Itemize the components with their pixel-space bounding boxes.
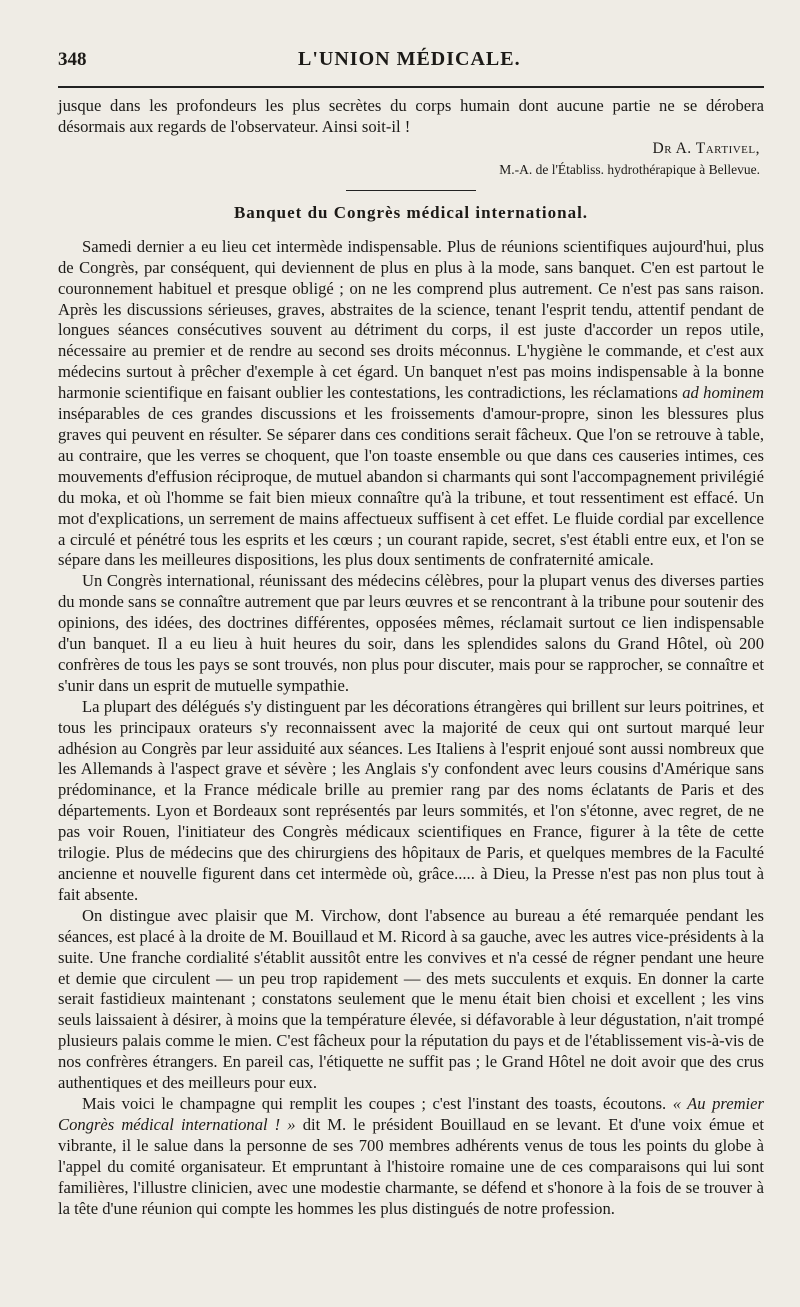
header-rule <box>58 86 764 88</box>
page-header <box>58 48 764 82</box>
article-paragraph-3: La plupart des délégués s'y distinguent par les décorations étrangères qui brillent sur leurs poitrines, et tous les principaux orateurs s'y reconnaissent avec la majorité de ceux qui ont surtout marqué leur adhésion au Congrès par leur assiduité aux séances. Les Italiens à l'esprit enjoué sont aussi nombreux que les Allemands à l'aspect grave et sévère ; les Anglais s'y confondent avec leurs cousins d'Amérique sans prédominance, et la France médicale brille au premier rang par des noms éclatants de Paris et des départements. Lyon et Bordeaux sont représentés par leurs sommités, et l'on s'étonne, avec regret, de ne pas voir Rouen, l'initiateur des Congrès médicaux scientifiques en France, figurer à la tête de cette trilogie. Plus de médecins que des chirurgiens des hôpitaux de Paris, et quelques membres de la Faculté ancienne et nouvelle figurent dans cet intermède où, grâce..... à Dieu, la Presse n'est pas non plus tout à fait absente. <box>58 696 764 904</box>
article-paragraph-1 <box>58 237 764 572</box>
p1-text-b: inséparables de ces grandes discussions et les froissements d'amour-propre, sinon les blessures plus graves qui peuvent en résulter. Se séparer dans ces conditions serait fâcheux. Que l'on se retrouve à table, au contraire, que les verres se choquent, que l'on toaste ensemble ou que dans ces causeries intimes, ces mouvements d'effusion réciproque, de mutuel abandon si charmants qui sont l'accompagnement privilégié du moka, et où l'homme se fait bien mieux connaître qu'à la tribune, et tout ressentiment est effacé. Un mot d'explications, un serrement de mains affectueux suffisent à cet effet. Le fluide cordial par excellence a circulé et pénétré tous les esprits et les cœurs ; un courant rapide, secret, s'est établi entre eux, et l'on se sépare dans les meilleures dispositions, les plus doux sentiments de confraternité amicale. <box>58 404 764 570</box>
author-name: Dr A. Tartivel, <box>652 139 760 157</box>
article-paragraph-4: On distingue avec plaisir que M. Virchow, dont l'absence au bureau a été remarquée pendant les séances, est placé à la droite de M. Bouillaud et M. Ricord à sa gauche, avec les autres vice-présidents à la suite. Une franche cordialité s'établit aussitôt entre les convives et n'a cessé de régner pendant une heure et demie que circulent — un peu trop rapidement — des mets succulents et exquis. En donner la carte serait fastidieux maintenant ; constatons seulement que le menu était bien choisi et excellent ; les vins seuls laissaient à désirer, à moins que la température élevée, si défavorable à leur dégustation, n'ait trompé plusieurs palais comme le mien. C'est fâcheux pour la réputation du pays et de l'établissement vis-à-vis de nos confrères étrangers. En pareil cas, l'étiquette ne suffit pas ; le Grand Hôtel ne doit avoir que des crus authentiques et des meilleurs pour eux. <box>58 905 764 1093</box>
intro-paragraph: jusque dans les profondeurs les plus secrètes du corps humain dont aucune partie ne se dérobera désormais aux regards de l'observateur. Ainsi soit-il ! <box>58 96 764 136</box>
author-affiliation: M.-A. de l'Établiss. hydrothérapique à Bellevue. <box>499 161 760 177</box>
article-paragraph-2: Un Congrès international, réunissant des médecins célèbres, pour la plupart venus des diverses parties du monde sans se connaître autrement que par leurs œuvres et se rencontrant à la tribune pour soutenir des opinions, des idées, des doctrines différentes, opposées mêmes, réclamait surtout ce lien indispensable d'un banquet. Il a eu lieu à huit heures du soir, dans les splendides salons du Grand Hôtel, où 200 confrères de tous les pays se sont trouvés, non plus pour discuter, mais pour se rapprocher, se connaître et s'unir dans un esprit de mutuelle sympathie. <box>58 571 764 695</box>
running-title: L'UNION MÉDICALE. <box>298 48 521 70</box>
section-separator <box>346 190 476 191</box>
p5-toast-quote: « Au premier Congrès médical international ! » <box>58 1093 764 1134</box>
article-paragraph-5 <box>58 1094 764 1219</box>
author-signature <box>58 138 764 180</box>
p1-latin-phrase: ad hominem <box>682 383 764 403</box>
p1-text-a: Samedi dernier a eu lieu cet intermède indispensable. Plus de réunions scientifiques aujourd'hui, plus de Congrès, par conséquent, qui deviennent de plus en plus à la mode, sans banquet. C'en est partout le couronnement habituel et presque obligé ; on ne les comprend plus autrement. Ce n'est pas sans raison. Après les discussions sérieuses, graves, abstraites de la science, tenant l'esprit tendu, attentif pendant de longues séances consécutives souvent au détriment du corps, il est juste d'accorder un repos utile, nécessaire au premier et de rendre au second ses droits méconnus. L'hygiène le commande, et c'est aux médecins surtout à prêcher d'exemple à cet égard. Un banquet n'est pas moins indispensable à la bonne harmonie scientifique en faisant oublier les contestations, les contradictions, les réclamations <box>58 236 764 403</box>
p5-text-b: dit M. le président Bouillaud en se levant. Et d'une voix émue et vibrante, il le salue dans la personne de ses 700 membres adhérents venus de tous les points du globe à l'appel du comité organisateur. Et empruntant à l'histoire romaine une de ces comparaisons qui lui sont familières, l'illustre clinicien, avec une modestie charmante, se défend et s'honore à la fois de se trouver à la tête d'une réunion qui compte les hommes les plus distingués de notre profession. <box>58 1114 764 1218</box>
page-number: 348 <box>58 49 87 70</box>
p5-text-a: Mais voici le champagne qui remplit les coupes ; c'est l'instant des toasts, écoutons. <box>82 1093 667 1113</box>
article-title: Banquet du Congrès médical international. <box>233 202 589 222</box>
